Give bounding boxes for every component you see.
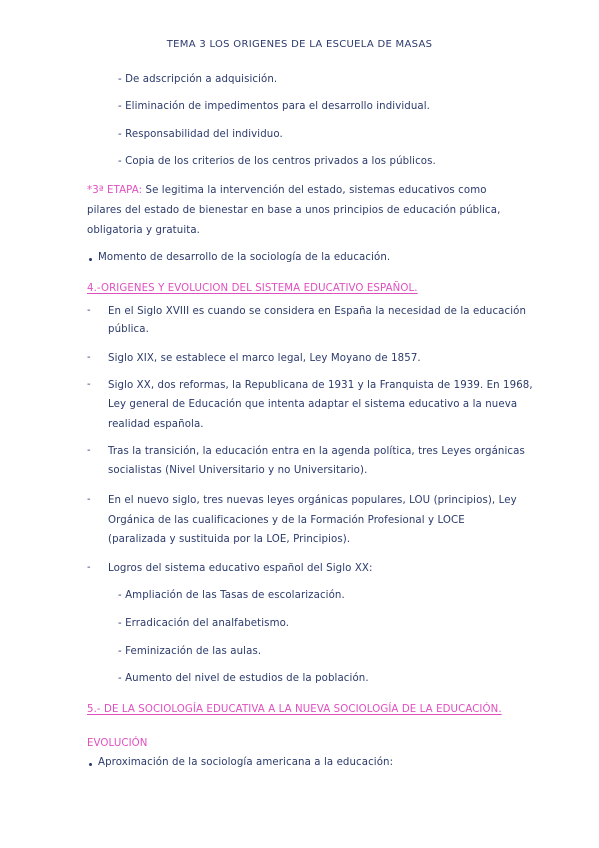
dash-icon: - bbox=[87, 494, 91, 505]
bullet-text: Momento de desarrollo de la sociología de la educación. bbox=[98, 252, 391, 263]
bullet-icon bbox=[89, 763, 92, 766]
stage3-text: Se legitima la intervención del estado, sistemas educativos como bbox=[145, 185, 487, 196]
stage3-text: pilares del estado de bienestar en base a unos principios de educación pública, bbox=[87, 205, 501, 216]
list-item: Tras la transición, la educación entra en la agenda política, tres Leyes orgánicas bbox=[108, 446, 525, 457]
stage3-paragraph bbox=[87, 184, 487, 198]
stage2-item: - De adscripción a adquisición. bbox=[118, 74, 278, 85]
list-item-continued: pública. bbox=[108, 324, 149, 335]
list-item: En el nuevo siglo, tres nuevas leyes orgánicas populares, LOU (principios), Ley bbox=[108, 495, 517, 506]
section-heading: 5.- DE LA SOCIOLOGÍA EDUCATIVA A LA NUEVA SOCIOLOGÍA DE LA EDUCACIÓN. bbox=[87, 704, 502, 715]
stage3-text: obligatoria y gratuita. bbox=[87, 225, 201, 236]
stage3-label: *3ª ETAPA: bbox=[87, 185, 143, 196]
dash-icon: - bbox=[87, 445, 91, 456]
page-title: TEMA 3 LOS ORIGENES DE LA ESCUELA DE MASAS bbox=[166, 39, 433, 50]
sub-list-item: - Feminización de las aulas. bbox=[118, 646, 262, 657]
list-item: Siglo XX, dos reformas, la Republicana de 1931 y la Franquista de 1939. En 1968, bbox=[108, 380, 533, 391]
bullet-text: Aproximación de la sociología americana a la educación: bbox=[98, 757, 394, 768]
sub-list-item: - Erradicación del analfabetismo. bbox=[118, 618, 290, 629]
list-item-continued: (paralizada y sustituida por la LOE, Principios). bbox=[108, 534, 351, 545]
dash-icon: - bbox=[87, 352, 91, 363]
stage2-item: - Copia de los criterios de los centros privados a los públicos. bbox=[118, 156, 436, 167]
list-item-continued: realidad española. bbox=[108, 419, 204, 430]
dash-icon: - bbox=[87, 379, 91, 390]
sub-list-item: - Aumento del nivel de estudios de la población. bbox=[118, 673, 369, 684]
bullet-icon bbox=[89, 258, 92, 261]
dash-icon: - bbox=[87, 562, 91, 573]
list-item: En el Siglo XVIII es cuando se considera en España la necesidad de la educación bbox=[108, 306, 527, 317]
subsection-heading: EVOLUCIÓN bbox=[87, 738, 148, 749]
section-heading: 4.-ORIGENES Y EVOLUCION DEL SISTEMA EDUCATIVO ESPAÑOL. bbox=[87, 283, 418, 294]
stage2-item: - Eliminación de impedimentos para el desarrollo individual. bbox=[118, 101, 431, 112]
list-item: Logros del sistema educativo español del Siglo XX: bbox=[108, 563, 373, 574]
list-item-continued: socialistas (Nivel Universitario y no Universitario). bbox=[108, 465, 368, 476]
stage2-item: - Responsabilidad del individuo. bbox=[118, 129, 283, 140]
sub-list-item: - Ampliación de las Tasas de escolarización. bbox=[118, 590, 345, 601]
list-item-continued: Ley general de Educación que intenta adaptar el sistema educativo a la nueva bbox=[108, 399, 518, 410]
dash-icon: - bbox=[87, 305, 91, 316]
list-item-continued: Orgánica de las cualificaciones y de la Formación Profesional y LOCE bbox=[108, 515, 465, 526]
list-item: Siglo XIX, se establece el marco legal, Ley Moyano de 1857. bbox=[108, 353, 421, 364]
